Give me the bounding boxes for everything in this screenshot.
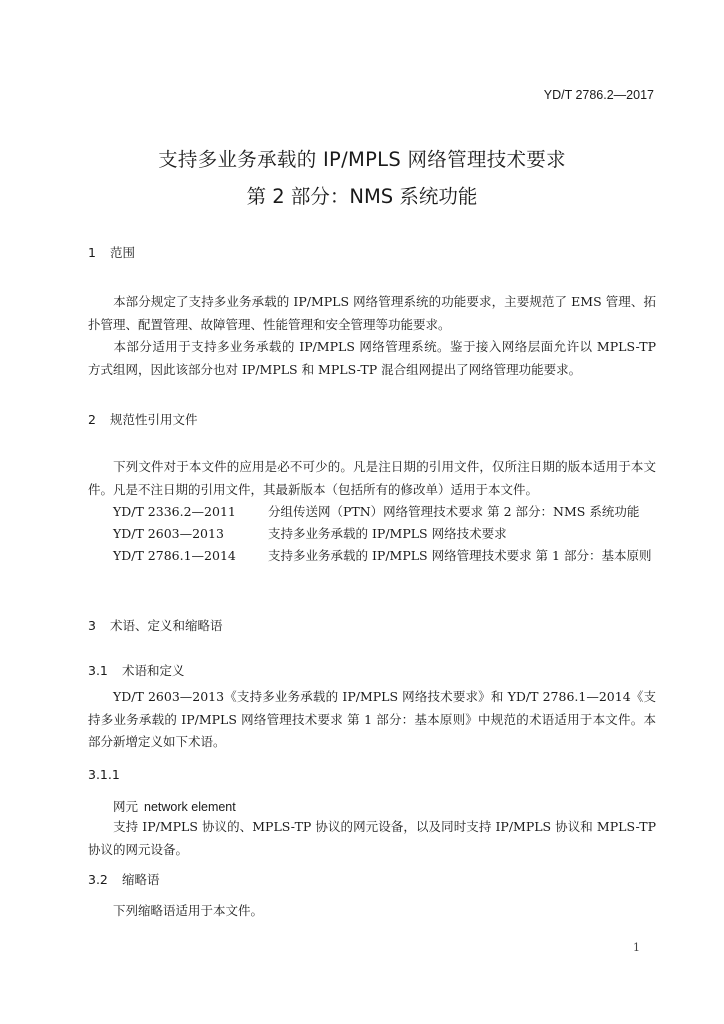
section-number: 2 <box>88 412 96 427</box>
section-number: 1 <box>88 245 96 260</box>
reference-title: 支持多业务承载的 IP/MPLS 网络管理技术要求 第 1 部分：基本原则 <box>268 548 652 563</box>
abbreviations-paragraph <box>88 900 656 923</box>
section-title: 术语、定义和缩略语 <box>109 618 223 633</box>
paragraph-text: YD/T 2603—2013《支持多业务承载的 IP/MPLS 网络技术要求》和 YD/T 2786.1—2014《支持多业务承载的 IP/MPLS 网络管理技术要求 第 1 部分：基本原则》中规范的术语适用于本文件。本部分新增定义如下术语。 <box>88 689 656 749</box>
standard-code: YD/T 2786.2—2017 <box>543 88 654 102</box>
reference-row <box>113 524 507 542</box>
normative-refs-paragraph <box>88 456 656 501</box>
terms-paragraph <box>88 686 656 754</box>
section-3-heading <box>88 616 223 634</box>
paragraph-text: 下列缩略语适用于本文件。 <box>113 903 264 918</box>
section-number: 3 <box>88 618 96 633</box>
page-number: 1 <box>633 941 640 954</box>
term-definition <box>88 816 656 861</box>
paragraph-text: 本部分适用于支持多业务承载的 IP/MPLS 网络管理系统。鉴于接入网络层面允许以 MPLS-TP 方式组网，因此该部分也对 IP/MPLS 和 MPLS-TP 混合组网提出了网络管理功能要求。 <box>88 339 656 377</box>
term-chinese: 网元 <box>113 799 139 814</box>
term-entry <box>113 797 236 815</box>
section-3-1-1-heading <box>88 767 120 782</box>
reference-code: YD/T 2786.1—2014 <box>113 548 236 563</box>
document-subtitle: 第 2 部分：NMS 系统功能 <box>246 185 478 208</box>
reference-row <box>113 502 639 520</box>
scope-paragraph-1 <box>88 291 656 336</box>
scope-paragraph-2 <box>88 336 656 381</box>
reference-title: 支持多业务承载的 IP/MPLS 网络技术要求 <box>268 526 507 541</box>
reference-code: YD/T 2603—2013 <box>113 526 224 541</box>
paragraph-text: 下列文件对于本文件的应用是必不可少的。凡是注日期的引用文件，仅所注日期的版本适用于本文件。凡是不注日期的引用文件，其最新版本（包括所有的修改单）适用于本文件。 <box>88 459 656 497</box>
reference-row <box>113 546 651 564</box>
reference-code: YD/T 2336.2—2011 <box>113 504 236 519</box>
section-title: 术语和定义 <box>121 663 185 678</box>
section-2-heading <box>88 410 198 428</box>
paragraph-text: 本部分规定了支持多业务承载的 IP/MPLS 网络管理系统的功能要求，主要规范了 EMS 管理、拓扑管理、配置管理、故障管理、性能管理和安全管理等功能要求。 <box>88 294 656 332</box>
section-3-2-heading <box>88 870 160 888</box>
section-1-heading <box>88 243 135 261</box>
paragraph-text: 支持 IP/MPLS 协议的、MPLS-TP 协议的网元设备，以及同时支持 IP/MPLS 协议和 MPLS-TP 协议的网元设备。 <box>88 819 656 857</box>
section-title: 缩略语 <box>121 872 160 887</box>
term-english: network element <box>144 800 236 814</box>
reference-title: 分组传送网（PTN）网络管理技术要求 第 2 部分：NMS 系统功能 <box>268 504 640 519</box>
section-title: 范围 <box>109 245 135 260</box>
section-number: 3.1.1 <box>88 767 120 782</box>
section-number: 3.1 <box>88 663 108 678</box>
section-title: 规范性引用文件 <box>109 412 198 427</box>
document-title: 支持多业务承载的 IP/MPLS 网络管理技术要求 <box>158 148 566 171</box>
section-number: 3.2 <box>88 872 108 887</box>
section-3-1-heading <box>88 661 185 679</box>
